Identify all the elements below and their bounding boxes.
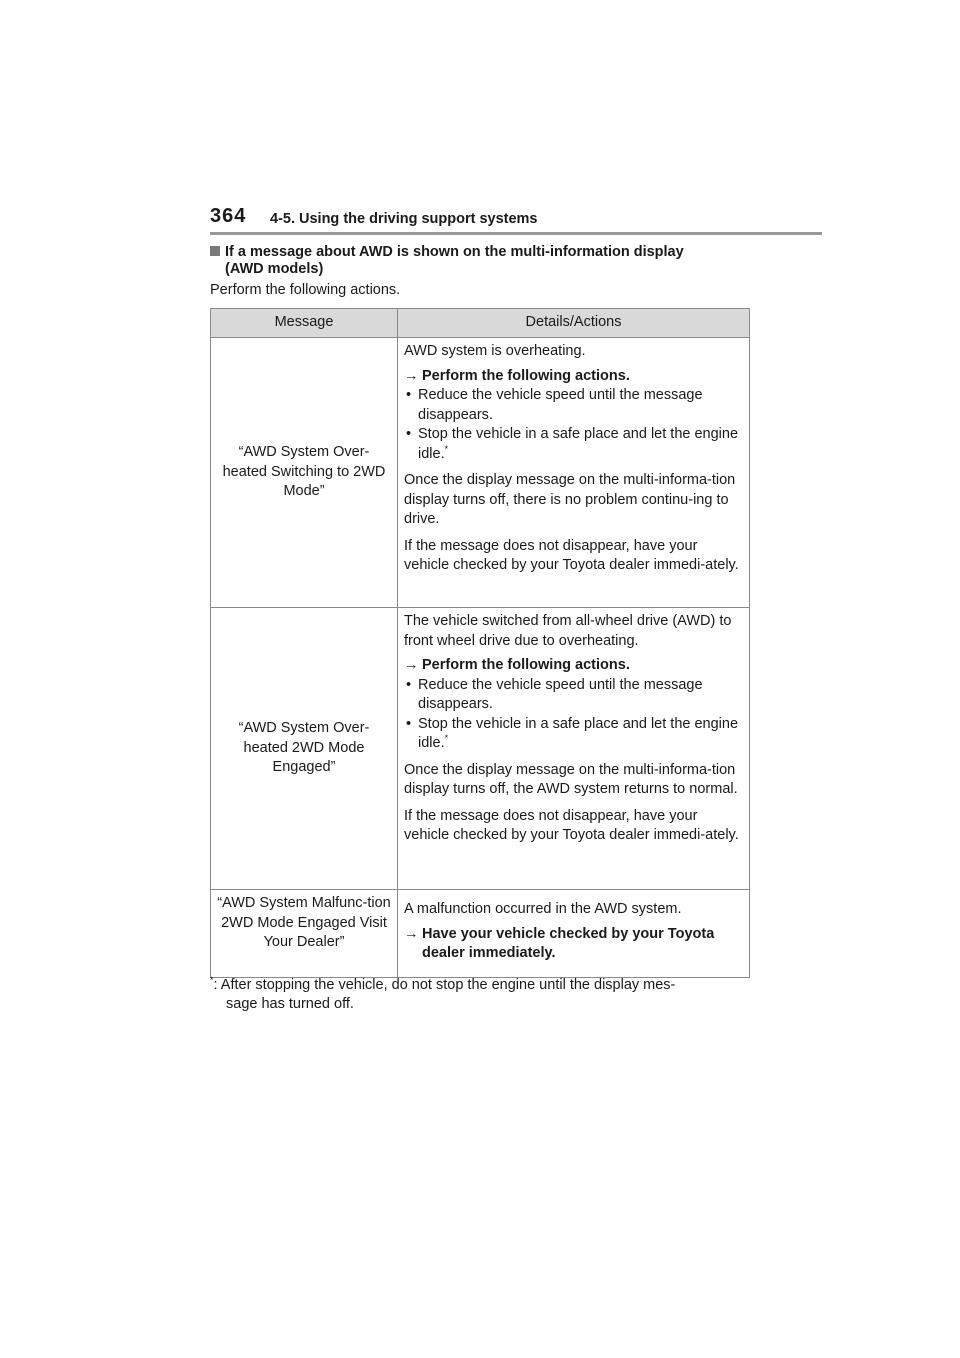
detail-text: AWD system is overheating.	[404, 343, 586, 359]
list-item	[404, 425, 745, 464]
detail-text: Once the display message on the multi-informa-tion display turns off, the AWD system returns to normal.	[404, 761, 738, 797]
list-item-text: Reduce the vehicle speed until the message disappears.	[418, 387, 703, 423]
detail-text: If the message does not disappear, have your vehicle checked by your Toyota dealer immedi-ately.	[404, 807, 739, 843]
subsection-heading	[210, 244, 750, 278]
page-header	[210, 200, 822, 240]
bullet-icon: •	[406, 426, 412, 442]
detail-text: If the message does not disappear, have your vehicle checked by your Toyota dealer immedi-ately.	[404, 537, 739, 573]
column-header-message: Message	[211, 309, 398, 338]
table-row	[211, 338, 750, 608]
details-cell	[398, 338, 750, 608]
message-text: “AWD System Over-heated 2WD Mode Engaged”	[238, 720, 370, 776]
column-header-details: Details/Actions	[398, 309, 750, 338]
list-item-text: Stop the vehicle in a safe place and let the engine idle.	[418, 715, 739, 751]
message-table	[210, 308, 750, 978]
footnote-line-1: : After stopping the vehicle, do not stop the engine until the display mes-	[213, 977, 676, 993]
arrow-icon: →	[404, 657, 419, 673]
action-line	[404, 367, 745, 387]
action-text: Have your vehicle checked by your Toyota dealer immediately.	[422, 925, 715, 961]
intro-text: Perform the following actions.	[210, 282, 401, 298]
bullet-icon: •	[406, 715, 412, 732]
detail-text: The vehicle switched from all-wheel drive (AWD) to front wheel drive due to overheating.	[404, 613, 732, 649]
section-title: 4-5. Using the driving support systems	[270, 211, 538, 227]
heading-line-1: If a message about AWD is shown on the multi-information display	[225, 244, 684, 260]
list-item	[404, 715, 745, 754]
page-number: 364	[210, 205, 247, 227]
list-item	[404, 386, 745, 425]
bullet-icon: •	[406, 676, 412, 693]
action-text: Perform the following actions.	[422, 657, 630, 673]
bullet-icon: •	[406, 387, 412, 403]
footnote-mark: *	[444, 443, 449, 454]
arrow-icon: →	[404, 367, 419, 384]
table-row	[211, 890, 750, 978]
footnote-mark: *	[444, 733, 449, 744]
detail-text: A malfunction occurred in the AWD system.	[404, 901, 682, 917]
footnote	[210, 976, 750, 1014]
message-text: “AWD System Malfunc-tion 2WD Mode Engaged Visit Your Dealer”	[217, 895, 391, 950]
header-divider	[210, 232, 822, 235]
table-header-row	[211, 309, 750, 338]
list-item-text: Stop the vehicle in a safe place and let the engine idle.	[418, 426, 739, 462]
message-cell	[211, 890, 398, 978]
list-item	[404, 676, 745, 715]
heading-line-2: (AWD models)	[225, 261, 324, 277]
details-cell	[398, 890, 750, 978]
list-item-text: Reduce the vehicle speed until the message disappears.	[418, 676, 703, 712]
arrow-icon: →	[404, 925, 419, 942]
table-row	[211, 608, 750, 890]
message-cell	[211, 608, 398, 890]
detail-text: Once the display message on the multi-informa-tion display turns off, there is no problem continu-ing to drive.	[404, 472, 736, 527]
details-cell	[398, 608, 750, 890]
message-cell	[211, 338, 398, 608]
message-text: “AWD System Over-heated Switching to 2WD Mode”	[222, 444, 386, 500]
action-text: Perform the following actions.	[422, 367, 630, 384]
action-line	[404, 925, 745, 964]
footnote-mark: *	[210, 975, 214, 986]
square-bullet-icon	[210, 246, 220, 256]
action-line	[404, 656, 745, 676]
footnote-line-2: sage has turned off.	[226, 996, 354, 1012]
